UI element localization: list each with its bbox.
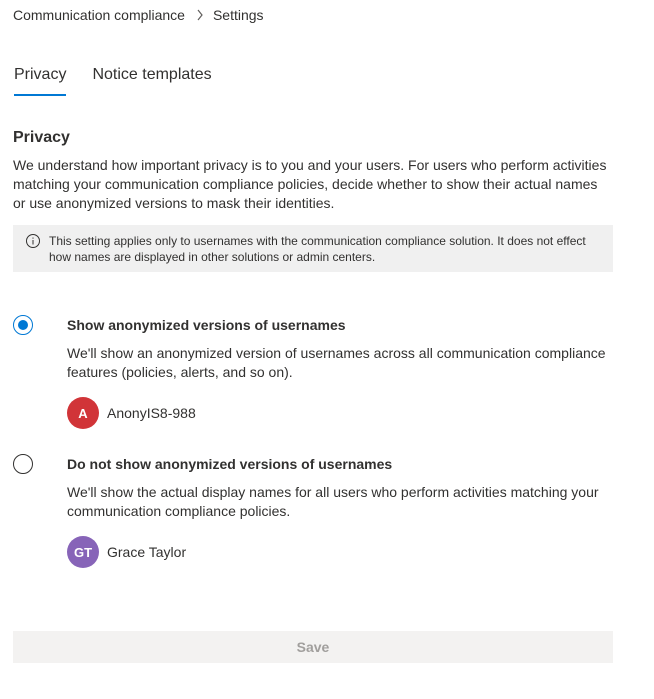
- avatar: A: [67, 397, 99, 429]
- info-message-text: This setting applies only to usernames with the communication compliance solution. It does not effect how names are displayed in other solutions or admin centers.: [49, 234, 586, 264]
- avatar: GT: [67, 536, 99, 568]
- save-button[interactable]: Save: [13, 631, 613, 663]
- breadcrumb-settings: Settings: [212, 7, 264, 23]
- info-message-bar: [13, 225, 613, 272]
- info-icon: [25, 233, 41, 272]
- persona-anonymized: [67, 397, 196, 429]
- option-label[interactable]: Show anonymized versions of usernames: [67, 317, 346, 333]
- breadcrumb-communication-compliance[interactable]: Communication compliance: [13, 7, 185, 23]
- breadcrumb: [13, 7, 264, 23]
- chevron-right-icon: [196, 9, 204, 21]
- option-label[interactable]: Do not show anonymized versions of usernames: [67, 456, 393, 472]
- persona-name: AnonyIS8-988: [107, 405, 196, 421]
- radio-do-not-show-anonymized[interactable]: [13, 454, 33, 474]
- persona-actual: [67, 536, 186, 568]
- tab-privacy[interactable]: Privacy: [14, 64, 66, 96]
- option-description: We'll show the actual display names for all users who perform activities matching your communication compliance policies.: [67, 484, 599, 519]
- option-show-anonymized: [13, 315, 623, 435]
- tab-notice-templates[interactable]: Notice templates: [92, 66, 212, 83]
- tab-list: [14, 64, 238, 96]
- radio-show-anonymized[interactable]: [13, 315, 33, 335]
- persona-name: Grace Taylor: [107, 544, 187, 560]
- privacy-description: We understand how important privacy is to you and your users. For users who perform activities matching your communication compliance policies, decide whether to show their actual names or use anonymized versions to mask their identities.: [13, 157, 607, 211]
- option-description: We'll show an anonymized version of usernames across all communication compliance features (policies, alerts, and so on).: [67, 345, 606, 380]
- option-do-not-show-anonymized: [13, 454, 623, 574]
- section-title: Privacy: [13, 129, 70, 146]
